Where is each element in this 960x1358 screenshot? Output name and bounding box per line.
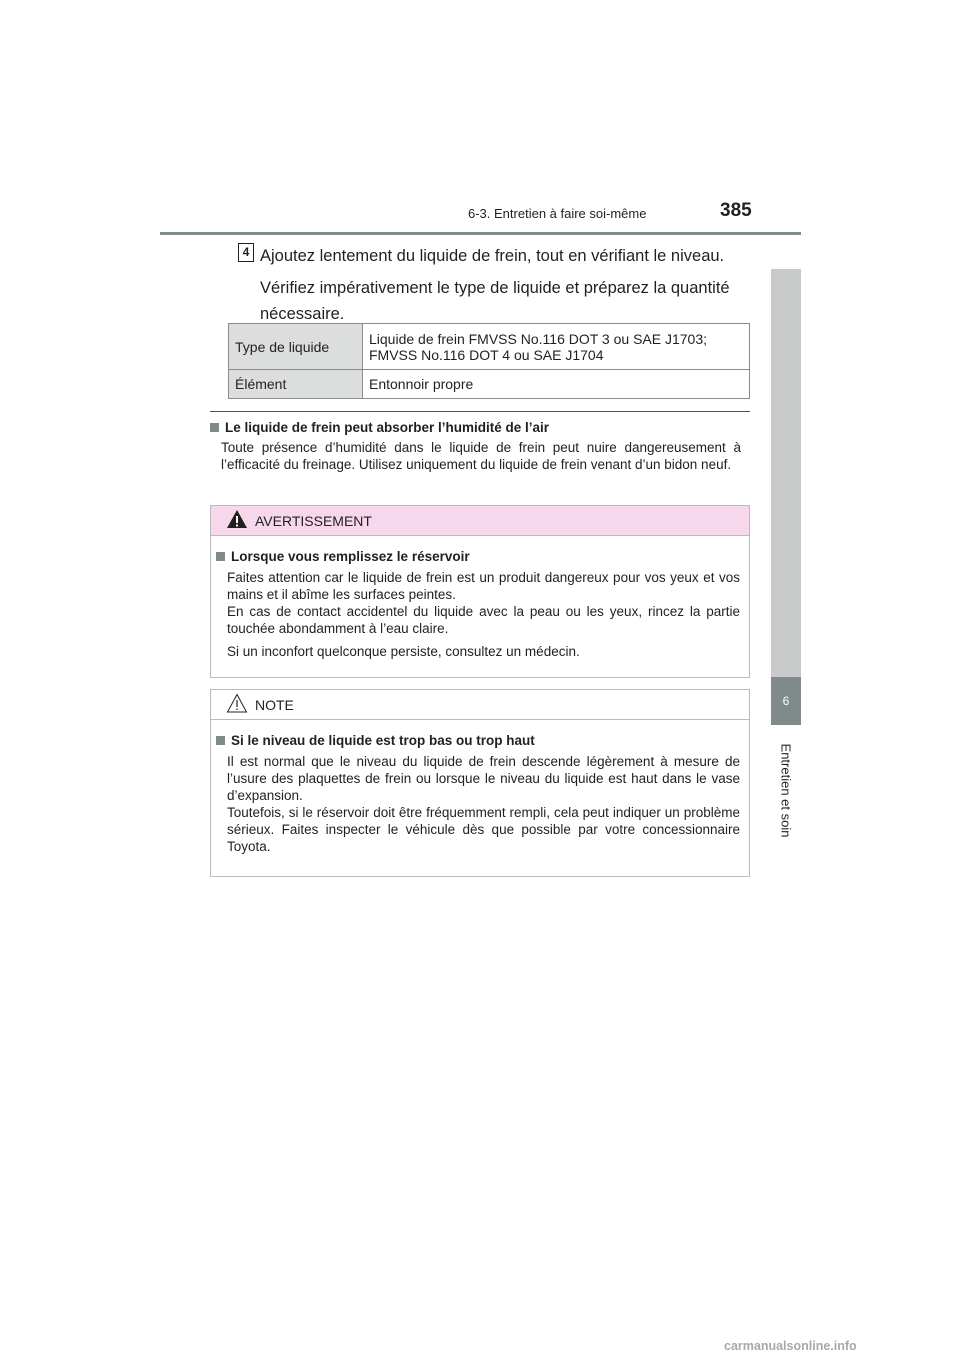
info-note-heading-text: Le liquide de frein peut absorber l’humidité de l’air	[225, 420, 550, 435]
warning-triangle-icon	[226, 509, 248, 529]
square-bullet-icon	[216, 552, 225, 561]
chapter-number-tab: 6	[771, 677, 801, 725]
value-line: Liquide de frein FMVSS No.116 DOT 3 ou SAE J1703;	[369, 330, 708, 347]
table-cell-value	[363, 324, 750, 370]
note-subheading	[216, 733, 535, 748]
page-number: 385	[720, 200, 752, 221]
warning-paragraph: En cas de contact accidentel du liquide avec la peau ou les yeux, rincez la partie touchée abondamment à l’eau claire.	[227, 604, 740, 636]
step-instruction: Ajoutez lentement du liquide de frein, tout en vérifiant le niveau.	[260, 247, 725, 265]
warning-subheading-text: Lorsque vous remplissez le réservoir	[231, 549, 470, 564]
info-note-body: Toute présence d’humidité dans le liquide de frein peut nuire dangereusement à l’efficacité du freinage. Utilisez uniquement du liquide de frein venant d’un bidon neuf.	[221, 440, 741, 472]
square-bullet-icon	[210, 423, 219, 432]
spec-table	[228, 323, 750, 399]
note-paragraph: Il est normal que le niveau du liquide de frein descende légèrement à mesure de l’usure des plaquettes de frein ou lorsque le niveau du liquide est haut dans le vase d’expansion.	[227, 754, 740, 803]
footer-watermark: carmanualsonline.info	[724, 1339, 857, 1353]
value-line: FMVSS No.116 DOT 4 ou SAE J1704	[369, 346, 604, 363]
note-paragraph: Toutefois, si le réservoir doit être fréquemment rempli, cela peut indiquer un problème sérieux. Faites inspecter le véhicule dès que possible par votre concessionnaire Toyota.	[227, 805, 740, 854]
warning-text	[227, 569, 740, 660]
table-row	[229, 370, 750, 399]
chapter-label-text: Entretien et soin	[778, 743, 794, 837]
chapter-label	[771, 725, 801, 855]
note-text	[227, 753, 740, 855]
square-bullet-icon	[216, 736, 225, 745]
warning-title: AVERTISSEMENT	[255, 513, 372, 529]
step-number-badge: 4	[238, 243, 254, 262]
warning-subheading	[216, 549, 470, 564]
warning-paragraph: Si un inconfort quelconque persiste, consultez un médecin.	[227, 644, 580, 659]
table-cell-label: Élément	[229, 370, 363, 399]
info-note-heading	[210, 420, 549, 435]
table-cell-value: Entonnoir propre	[363, 370, 750, 399]
caution-triangle-icon	[226, 693, 248, 713]
step-detail: Vérifiez impérativement le type de liquide et préparez la quantité nécessaire.	[260, 279, 730, 323]
note-header	[211, 690, 749, 720]
note-subheading-text: Si le niveau de liquide est trop bas ou trop haut	[231, 733, 535, 748]
header-section-title: 6-3. Entretien à faire soi-même	[468, 206, 647, 221]
warning-box	[210, 505, 750, 678]
table-row	[229, 324, 750, 370]
note-box	[210, 689, 750, 877]
table-cell-label: Type de liquide	[229, 324, 363, 370]
note-title: NOTE	[255, 697, 294, 713]
step-text	[260, 243, 750, 333]
warning-paragraph: Faites attention car le liquide de frein est un produit dangereux pour vos yeux et vos mains et il abîme les surfaces peintes.	[227, 570, 740, 602]
section-rule	[210, 411, 750, 412]
header-rule	[160, 232, 801, 235]
side-tab-strip	[771, 269, 801, 677]
warning-header	[211, 506, 749, 536]
